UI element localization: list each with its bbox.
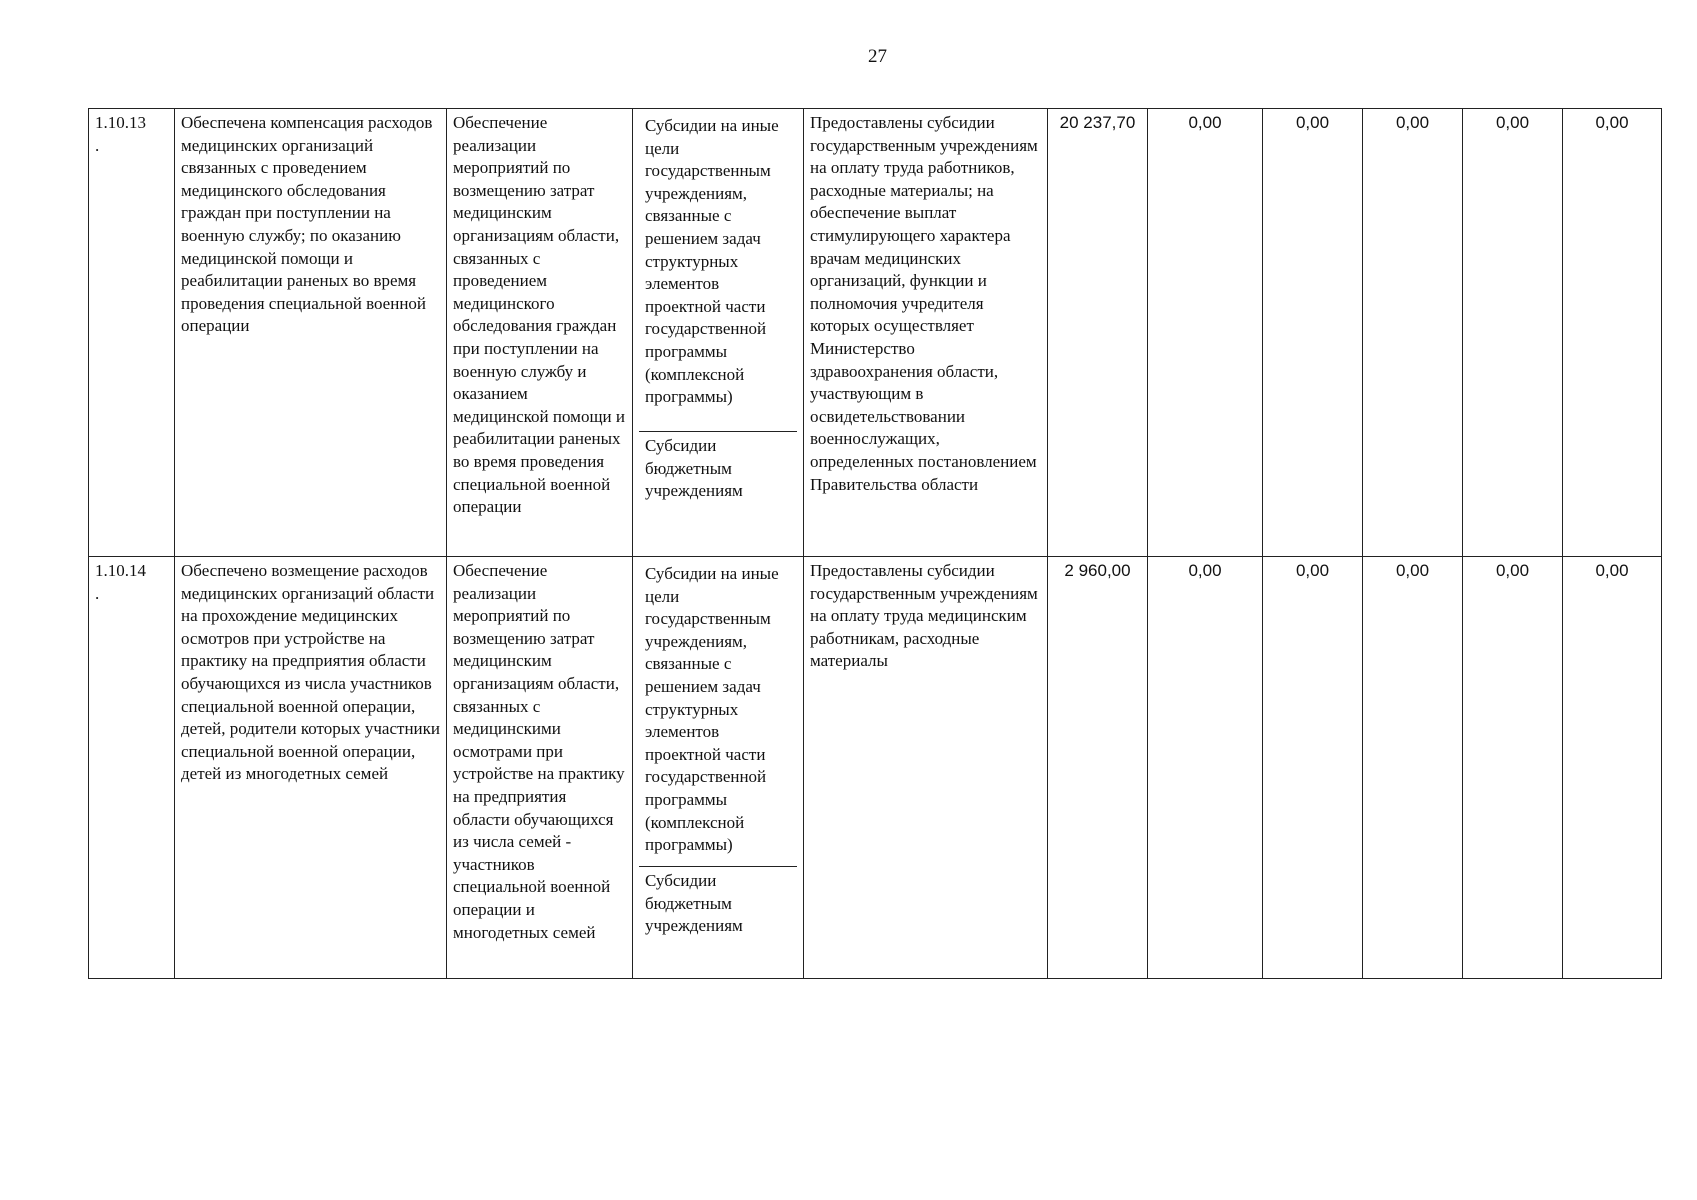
measure-cell: Обеспечение реализации мероприятий по возмещению затрат медицинским организациям области, связанных с проведением медицинского обследования граждан при поступлении на военную службу и оказанием медицинской помощи и реабилитации раненых во время проведения специальной военной операции (447, 109, 633, 557)
amount-cell: 0,00 (1148, 557, 1263, 979)
subsidy-type-1: Субсидии на иные цели государственным учреждениям, связанные с решением задач структурных элементов проектной части государственной программы (комплексной программы) (645, 564, 779, 855)
row-number: 1.10.14 (95, 561, 146, 580)
row-number: 1.10.13 (95, 113, 146, 132)
amount-cell: 0,00 (1148, 109, 1263, 557)
amount-cell: 20 237,70 (1048, 109, 1148, 557)
subsidy-cell (633, 109, 804, 557)
table-row (89, 557, 1662, 979)
amount-cell: 0,00 (1463, 109, 1563, 557)
amount-cell: 0,00 (1363, 109, 1463, 557)
amount-cell: 0,00 (1363, 557, 1463, 979)
amount-cell: 0,00 (1463, 557, 1563, 979)
subsidy-type-1: Субсидии на иные цели государственным учреждениям, связанные с решением задач структурных элементов проектной части государственной программы (комплексной программы) (645, 116, 779, 407)
description-cell: Предоставлены субсидии государственным учреждениям на оплату труда работников, расходные материалы; на обеспечение выплат стимулирующего характера врачам медицинских организаций, функции и полномочия учредителя которых осуществляет Министерство здравоохранения области, участвующим в освидетельствовании военнослужащих, определенных постановлением Правительства области (804, 109, 1048, 557)
subsidy-type-2: Субсидии бюджетным учреждениям (639, 866, 797, 938)
row-number-suffix: . (95, 583, 100, 603)
row-number-cell (89, 557, 175, 979)
amount-cell: 2 960,00 (1048, 557, 1148, 979)
subsidy-cell (633, 557, 804, 979)
amount-cell: 0,00 (1563, 557, 1662, 979)
table-row (89, 109, 1662, 557)
result-cell: Обеспечена компенсация расходов медицинских организаций связанных с проведением медицинского обследования граждан при поступлении на военную службу; по оказанию медицинской помощи и реабилитации раненых во время проведения специальной военной операции (175, 109, 447, 557)
row-number-cell (89, 109, 175, 557)
page-number: 27 (868, 46, 887, 67)
row-number-suffix: . (95, 135, 100, 155)
result-cell: Обеспечено возмещение расходов медицинских организаций области на прохождение медицинских осмотров при устройстве на практику на предприятия области обучающихся из числа участников специальной военной операции, детей, родители которых участники специальной военной операции, детей из многодетных семей (175, 557, 447, 979)
subsidy-type-2: Субсидии бюджетным учреждениям (639, 431, 797, 503)
budget-table (88, 108, 1662, 979)
description-cell: Предоставлены субсидии государственным учреждениям на оплату труда медицинским работникам, расходные материалы (804, 557, 1048, 979)
amount-cell: 0,00 (1263, 109, 1363, 557)
amount-cell: 0,00 (1563, 109, 1662, 557)
amount-cell: 0,00 (1263, 557, 1363, 979)
measure-cell: Обеспечение реализации мероприятий по возмещению затрат медицинским организациям области, связанных с медицинскими осмотрами при устройстве на практику на предприятия области обучающихся из числа семей - участников специальной военной операции и многодетных семей (447, 557, 633, 979)
